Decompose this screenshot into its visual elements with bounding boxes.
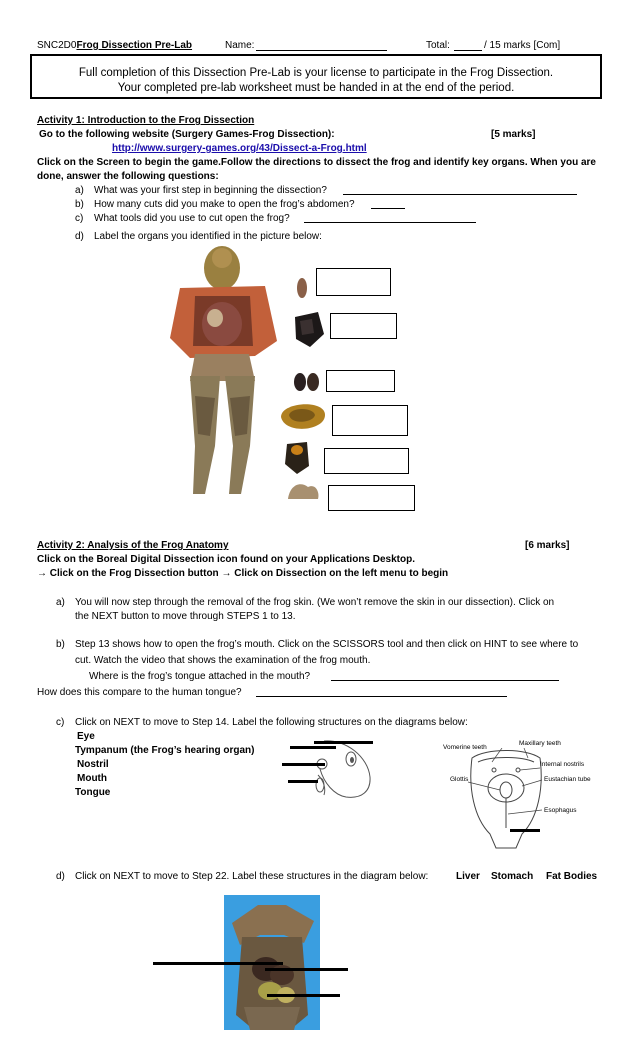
activity2-steps: → Click on the Frog Dissection button → Click on Dissection on the left menu to begin [37, 568, 449, 579]
answer-c-blank[interactable] [304, 222, 476, 223]
notice-box [30, 54, 602, 99]
structure-tongue: Tongue [75, 787, 111, 798]
organ-image-2 [290, 309, 326, 349]
answer-b-blank[interactable] [371, 208, 405, 209]
activity2-marks: [6 marks] [525, 540, 570, 551]
part-a-line-2: the NEXT button to move through STEPS 1 to 13. [75, 611, 296, 622]
structure-liver: Liver [456, 871, 480, 882]
structure-eye: Eye [77, 731, 95, 742]
part-a-line-1: You will now step through the removal of the frog skin. (We won’t remove the skin in our dissection). Click on [75, 597, 555, 608]
activity1-instruction-1: Click on the Screen to begin the game.Follow the directions to dissect the frog and identify key organs. When you are [37, 157, 596, 168]
part-c-letter: c) [56, 717, 65, 728]
fat-bodies-label-line[interactable] [267, 994, 340, 997]
notice-line-2: Your completed pre-lab worksheet must be handed in at the end of the period. [117, 82, 515, 94]
structure-mouth: Mouth [77, 773, 107, 784]
structure-nostril: Nostril [77, 759, 109, 770]
activity1-goto: Go to the following website (Surgery Games-Frog Dissection): [39, 129, 335, 140]
part-b-letter: b) [56, 639, 65, 650]
question-c-text: What tools did you use to cut open the frog? [94, 213, 290, 224]
organ-label-box-3[interactable] [326, 370, 395, 392]
part-b-line-1: Step 13 shows how to open the frog’s mouth. Click on the SCISSORS tool and then click on HINT to see where to [75, 639, 579, 650]
mouth-label-glottis: Glottis [450, 776, 469, 783]
activity1-url-link[interactable]: http://www.surgery-games.org/43/Dissect-a-Frog.html [112, 143, 367, 154]
organ-image-5 [281, 436, 313, 476]
organ-label-box-2[interactable] [330, 313, 397, 339]
question-a-letter: a) [75, 185, 84, 196]
question-b-letter: b) [75, 199, 84, 210]
mouth-label-line[interactable] [288, 780, 318, 783]
question-a-text: What was your first step in beginning the dissection? [94, 185, 327, 196]
question-d-letter: d) [75, 231, 84, 242]
structure-tympanum: Tympanum (the Frog’s hearing organ) [75, 745, 255, 756]
mouth-label-eustachian-tube: Eustachian tube [544, 776, 591, 783]
part-d-text: Click on NEXT to move to Step 22. Label these structures in the diagram below: [75, 871, 429, 882]
nostril-label-line[interactable] [282, 763, 325, 766]
activity1-marks: [5 marks] [491, 129, 536, 140]
stomach-label-line[interactable] [265, 968, 348, 971]
tympanum-label-line[interactable] [290, 746, 336, 749]
part-b-question-1: Where is the frog’s tongue attached in the mouth? [89, 671, 311, 682]
mouth-label-esophagus: Esophagus [544, 807, 577, 814]
total-label: Total: [426, 40, 450, 51]
part-d-letter: d) [56, 871, 65, 882]
header [37, 39, 192, 52]
organ-label-box-6[interactable] [328, 485, 415, 511]
course-code: SNC2D0 [37, 40, 77, 51]
activity2-title: Activity 2: Analysis of the Frog Anatomy [37, 540, 229, 551]
part-b-line-2: cut. Watch the video that shows the examination of the frog mouth. [75, 655, 371, 666]
question-c-letter: c) [75, 213, 84, 224]
mouth-label-internal-nostrils: Internal nostrils [540, 761, 585, 768]
structure-fat-bodies: Fat Bodies [546, 871, 598, 882]
activity1-title: Activity 1: Introduction to the Frog Dissection [37, 115, 255, 126]
mouth-label-maxillary-teeth: Maxillary teeth [519, 740, 561, 747]
tongue-label-line[interactable] [510, 829, 540, 832]
organ-image-6 [286, 479, 320, 503]
part-b-answer-1-blank[interactable] [331, 680, 559, 681]
frog-mouth-diagram [466, 748, 546, 852]
name-label: Name: [225, 40, 255, 51]
activity1-instruction-2: done, answer the following questions: [37, 171, 219, 182]
name-blank[interactable] [256, 50, 387, 51]
part-c-text: Click on NEXT to move to Step 14. Label the following structures on the diagrams below: [75, 717, 468, 728]
organ-image-4 [277, 397, 329, 437]
part-b-question-2: How does this compare to the human tongue? [37, 687, 242, 698]
organ-label-box-4[interactable] [332, 405, 408, 436]
organ-image-1 [296, 276, 308, 300]
activity2-intro: Click on the Boreal Digital Dissection icon found on your Applications Desktop. [37, 554, 416, 565]
question-d-text: Label the organs you identified in the picture below: [94, 231, 322, 242]
page-title: Frog Dissection Pre-Lab [76, 40, 193, 51]
marks-total: / 15 marks [Com] [484, 40, 561, 51]
question-b-text: How many cuts did you make to open the frog’s abdomen? [94, 199, 355, 210]
notice-line-1: Full completion of this Dissection Pre-Lab is your license to participate in the Frog Dissection. [78, 67, 554, 79]
part-b-answer-2-blank[interactable] [256, 696, 507, 697]
liver-label-line[interactable] [153, 962, 283, 965]
total-blank[interactable] [454, 50, 482, 51]
part-a-letter: a) [56, 597, 65, 608]
organ-image-3 [293, 372, 321, 392]
structure-stomach: Stomach [491, 871, 534, 882]
organ-label-box-1[interactable] [316, 268, 391, 296]
answer-a-blank[interactable] [343, 194, 577, 195]
organ-label-box-5[interactable] [324, 448, 409, 474]
eye-label-line[interactable] [314, 741, 373, 744]
dissected-frog-image [165, 246, 280, 498]
mouth-label-vomerine-teeth: Vomerine teeth [443, 744, 487, 751]
